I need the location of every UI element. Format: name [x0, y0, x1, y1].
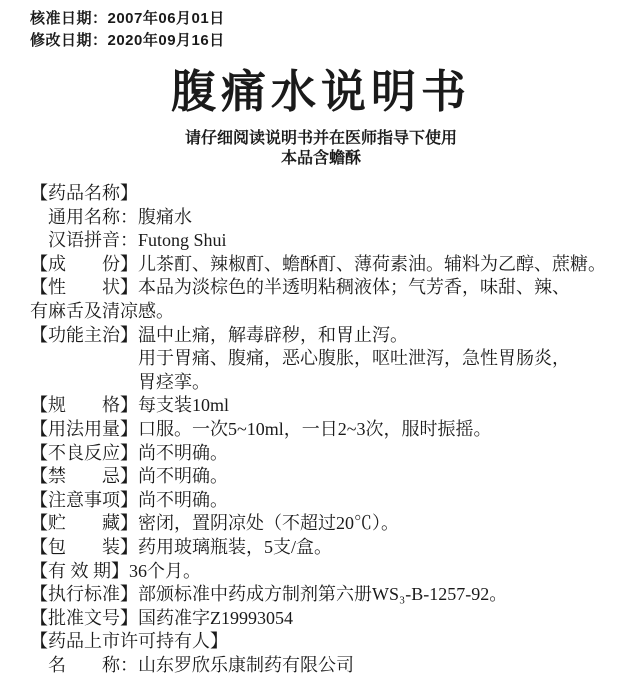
notice-line: 请仔细阅读说明书并在医师指导下使用: [184, 130, 457, 147]
section-content: 腹痛水: [138, 206, 192, 227]
document-header: [30, 8, 612, 52]
section-label: 【执行标准】: [30, 584, 138, 605]
section-content: 本品为淡棕色的半透明粘稠液体；气芳香，味甜、辣、: [138, 277, 570, 298]
section-label: 【药品名称】: [30, 183, 138, 203]
section-content: 36个月。: [129, 560, 201, 581]
section-label: 【用法用量】: [30, 418, 138, 439]
section-row: [30, 276, 612, 323]
section-label: 【药品上市许可持有人】: [30, 631, 228, 652]
section-label: 【成 份】: [30, 253, 138, 274]
section-row: [30, 489, 612, 513]
document-title: 腹痛水说明书: [170, 67, 471, 117]
section-row: [30, 253, 612, 277]
section-row: [30, 607, 612, 631]
section-content: 国药准字Z19993054: [138, 607, 293, 628]
section-content: 口服。一次5~10ml，一日2~3次，服时振摇。: [138, 418, 492, 439]
section-row: [30, 630, 612, 654]
section-label: 【贮 藏】: [30, 513, 138, 534]
section-label: 【性 状】: [30, 277, 138, 298]
section-row: [30, 465, 612, 489]
section-content: 每支装10ml: [138, 395, 230, 416]
section-label: 【注意事项】: [30, 489, 138, 510]
sections: [30, 182, 612, 677]
section-label: 【规 格】: [30, 395, 138, 416]
section-content: 尚不明确。: [138, 466, 228, 487]
header-date-line: 修改日期：2020年09月16日: [30, 32, 225, 49]
section-row: [30, 182, 612, 206]
notice-block: [30, 129, 612, 169]
section-row: [30, 442, 612, 466]
section-row: [30, 324, 612, 395]
section-content: 山东罗欣乐康制药有限公司: [138, 654, 354, 675]
section-row: [30, 229, 612, 253]
section-row: [30, 536, 612, 560]
section-label: 通用名称：: [48, 206, 138, 227]
content-line: 温中止痛，解毒辟秽，和胃止泻。: [138, 324, 408, 345]
notice-line: 本品含蟾酥: [280, 150, 361, 167]
section-label: 汉语拼音：: [48, 230, 138, 251]
content-line: 胃痉挛。: [138, 371, 210, 392]
content-line: 有麻舌及清凉感。: [30, 300, 174, 321]
section-content: 药用玻璃瓶装，5支/盒。: [138, 536, 332, 557]
section-row: [30, 560, 612, 584]
section-content: 部颁标准中药成方制剂第六册WS₃-B-1257-92。: [138, 584, 508, 605]
section-row: [30, 394, 612, 418]
section-content: 尚不明确。: [138, 442, 228, 463]
section-label: 【功能主治】: [30, 324, 138, 345]
section-row: [30, 418, 612, 442]
section-content: [138, 324, 612, 395]
section-content: 尚不明确。: [138, 489, 228, 510]
content-line: 用于胃痛、腹痛，恶心腹胀，呕吐泄泻，急性胃肠炎，: [138, 348, 570, 369]
section-label: 【包 装】: [30, 536, 138, 557]
section-label: 名 称：: [48, 654, 138, 675]
section-label: 【有 效 期】: [30, 560, 129, 581]
section-content: 密闭，置阴凉处（不超过20℃）。: [138, 513, 399, 534]
section-label: 【批准文号】: [30, 607, 138, 628]
section-row: [30, 583, 612, 607]
section-content: Futong Shui: [138, 230, 227, 251]
section-row: [30, 654, 612, 678]
section-label: 【禁 忌】: [30, 466, 138, 487]
section-content: 儿茶酊、辣椒酊、蟾酥酊、薄荷素油。辅料为乙醇、蔗糖。: [138, 253, 606, 274]
section-label: 【不良反应】: [30, 442, 138, 463]
section-row: [30, 206, 612, 230]
section-row: [30, 512, 612, 536]
header-date-line: 核准日期：2007年06月01日: [30, 10, 225, 27]
